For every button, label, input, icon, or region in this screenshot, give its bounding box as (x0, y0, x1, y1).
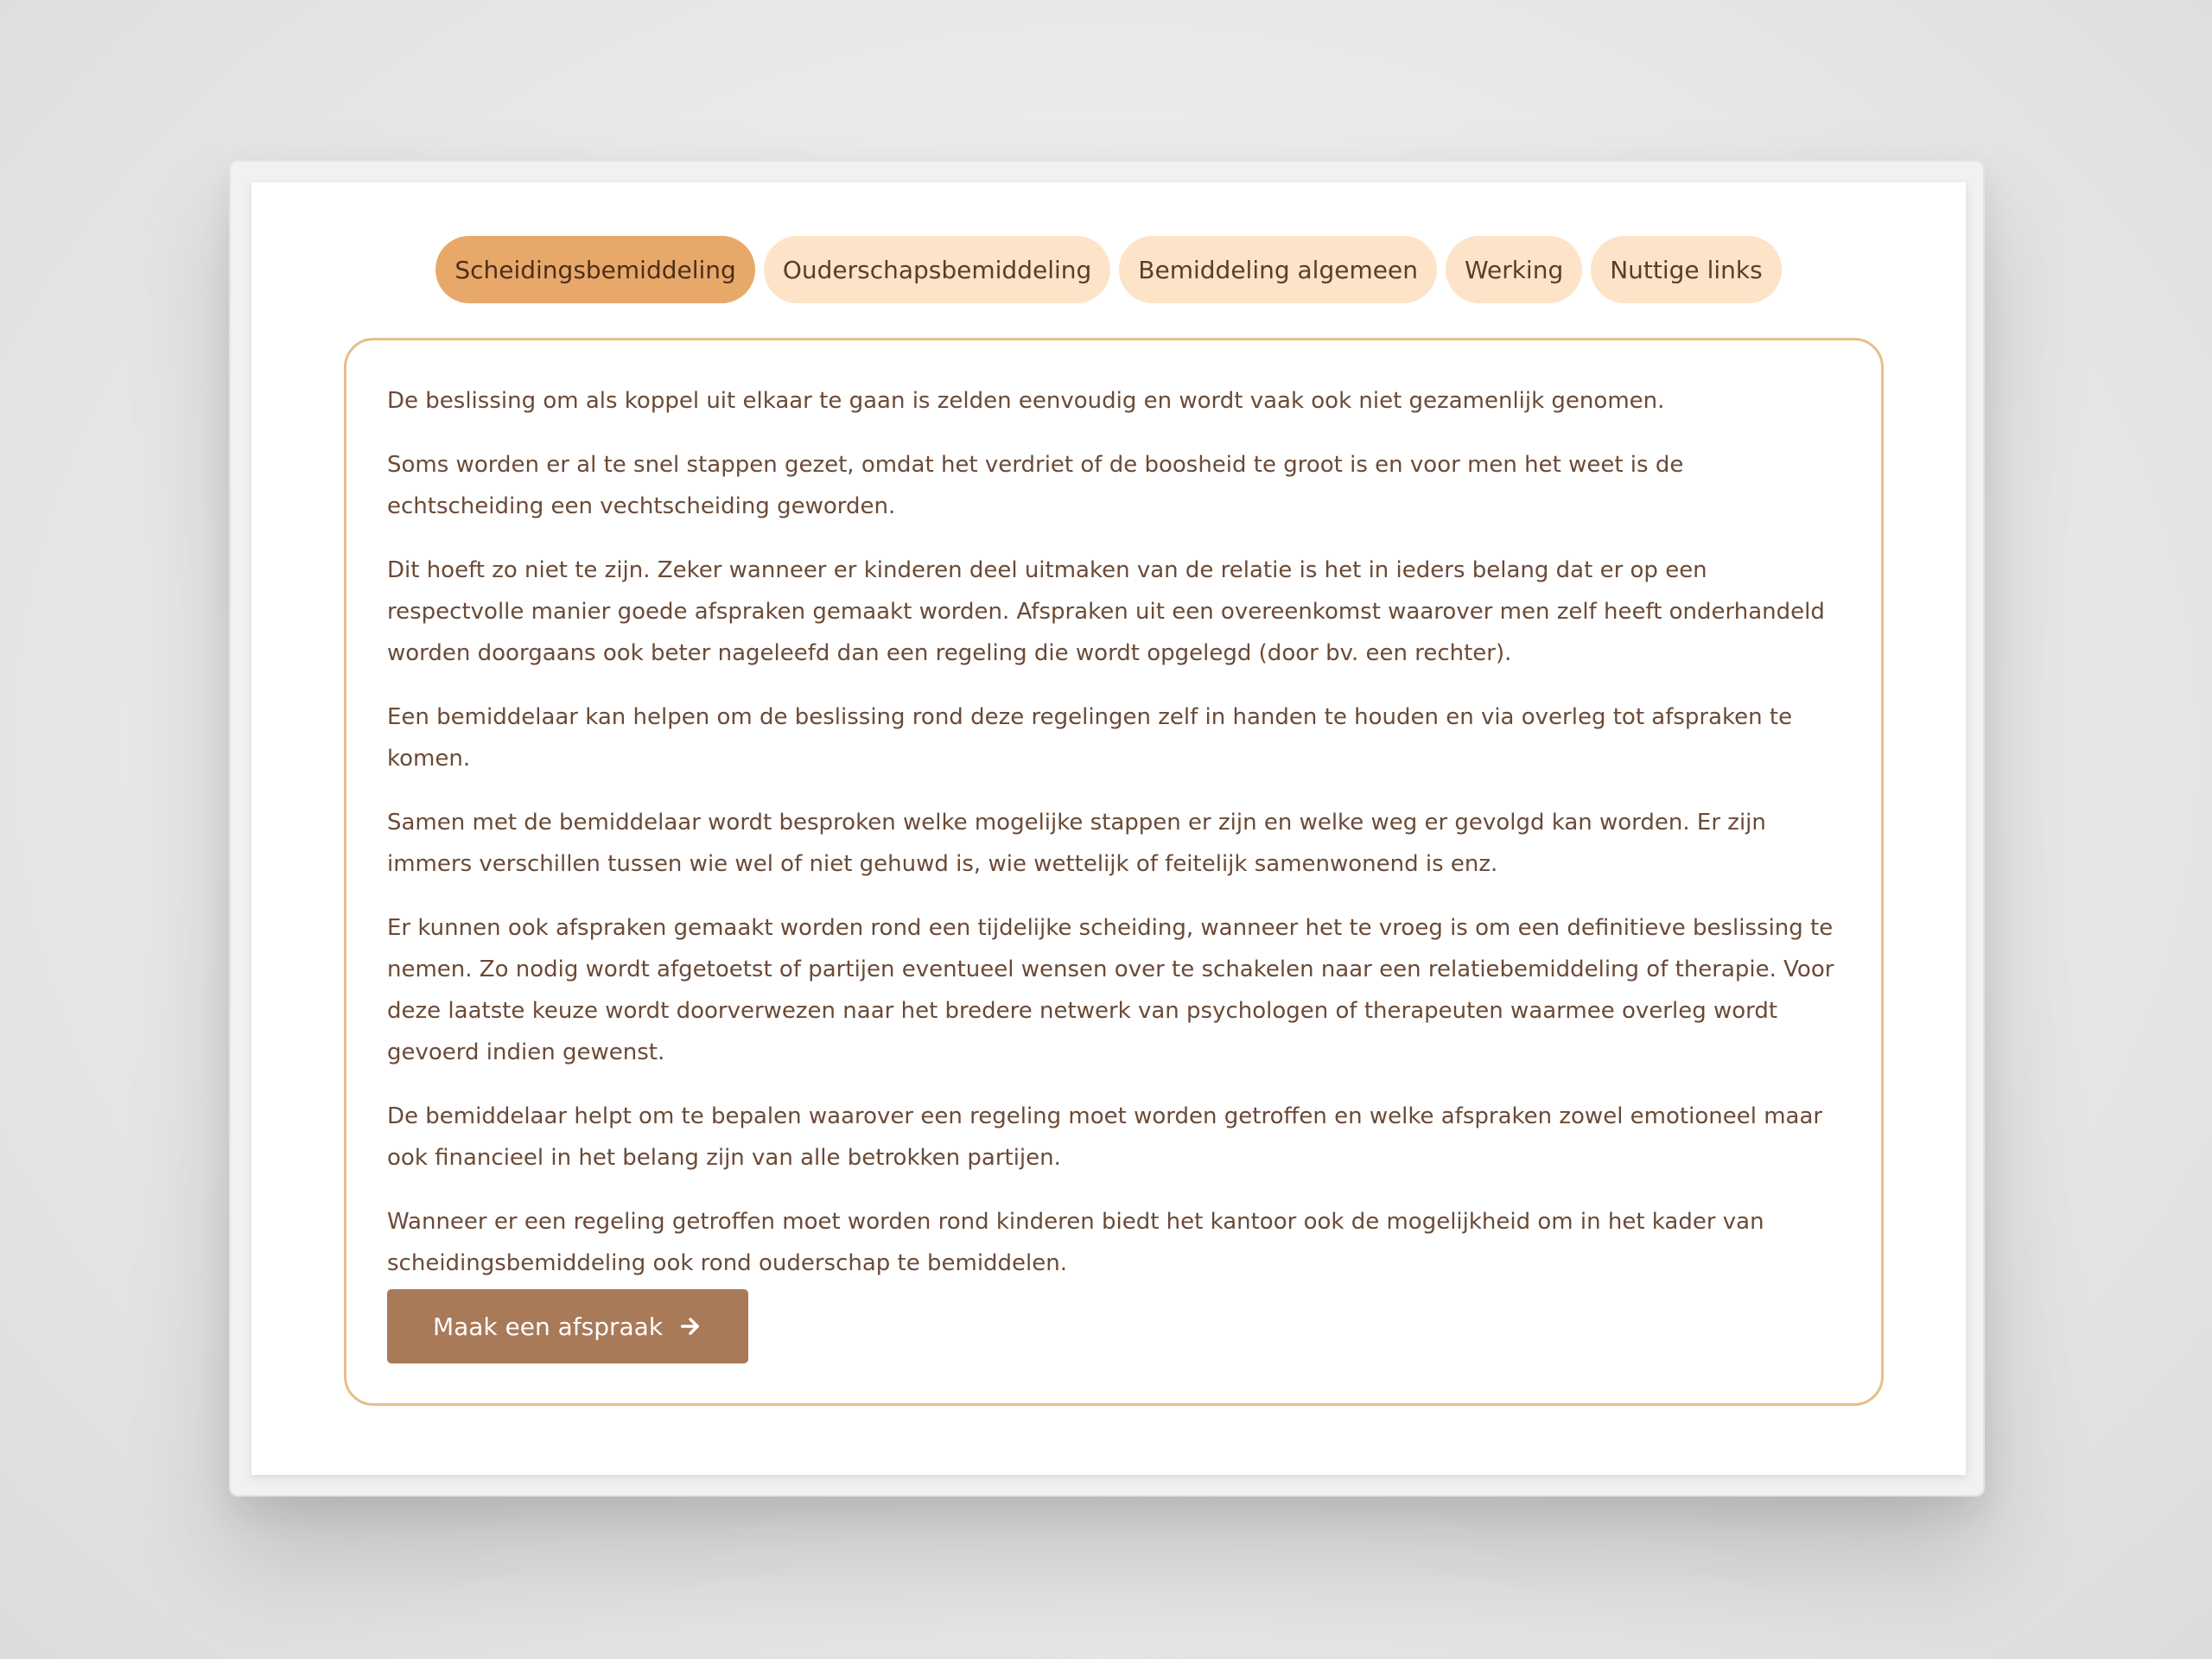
paragraph: Dit hoeft zo niet te zijn. Zeker wanneer er kinderen deel uitmaken van de relatie is het in ieders belang dat er op een respectvolle manier goede afspraken gemaakt worden. Afspraken uit een overeenkomst waarover men zelf heeft onderhandeld worden doorgaans ook beter nageleefd dan een regeling die wordt opgelegd (door bv. een rechter). (387, 557, 1825, 666)
tab-nuttige-links[interactable]: Nuttige links (1591, 236, 1781, 303)
arrow-right-icon (678, 1314, 702, 1338)
tab-bemiddeling-algemeen[interactable]: Bemiddeling algemeen (1119, 236, 1437, 303)
tab-werking[interactable]: Werking (1446, 236, 1582, 303)
tab-ouderschapsbemiddeling[interactable]: Ouderschapsbemiddeling (764, 236, 1110, 303)
paragraph: Soms worden er al te snel stappen gezet, omdat het verdriet of de boosheid te groot is en voor men het weet is de echtscheiding een vechtscheiding geworden. (387, 452, 1684, 519)
paragraph: De bemiddelaar helpt om te bepalen waarover een regeling moet worden getroffen en welke afspraken zowel emotioneel maar ook financieel in het belang zijn van alle betrokken partijen. (387, 1103, 1823, 1171)
paragraph: Samen met de bemiddelaar wordt besproken welke mogelijke stappen er zijn en welke weg er gevolgd kan worden. Er zijn immers verschillen tussen wie wel of niet gehuwd is, wie wettelijk of feitelijk samenwonend is enz. (387, 810, 1766, 877)
make-appointment-button[interactable] (387, 1289, 748, 1363)
paragraph: Een bemiddelaar kan helpen om de beslissing rond deze regelingen zelf in handen te houden en via overleg tot afspraken te komen. (387, 704, 1793, 772)
paragraph: Wanneer er een regeling getroffen moet worden rond kinderen biedt het kantoor ook de mogelijkheid om in het kader van scheidingsbemiddeling ook rond ouderschap te bemiddelen. (387, 1209, 1764, 1276)
content-card (251, 182, 1966, 1475)
tab-scheidingsbemiddeling[interactable]: Scheidingsbemiddeling (435, 236, 755, 303)
make-appointment-label: Maak een afspraak (432, 1312, 664, 1341)
paragraph: De beslissing om als koppel uit elkaar te gaan is zelden eenvoudig en wordt vaak ook niet gezamenlijk genomen. (387, 388, 1665, 414)
tab-bar (251, 236, 1966, 303)
paragraph: Er kunnen ook afspraken gemaakt worden rond een tijdelijke scheiding, wanneer het te vroeg is om een definitieve beslissing te nemen. Zo nodig wordt afgetoetst of partijen eventueel wensen over te schakelen naar een relatiebemiddeling of therapie. Voor deze laatste keuze wordt doorverwezen naar het bredere netwerk van psychologen of therapeuten waarmee overleg wordt gevoerd indien gewenst. (387, 915, 1834, 1065)
tab-panel (344, 338, 1884, 1406)
